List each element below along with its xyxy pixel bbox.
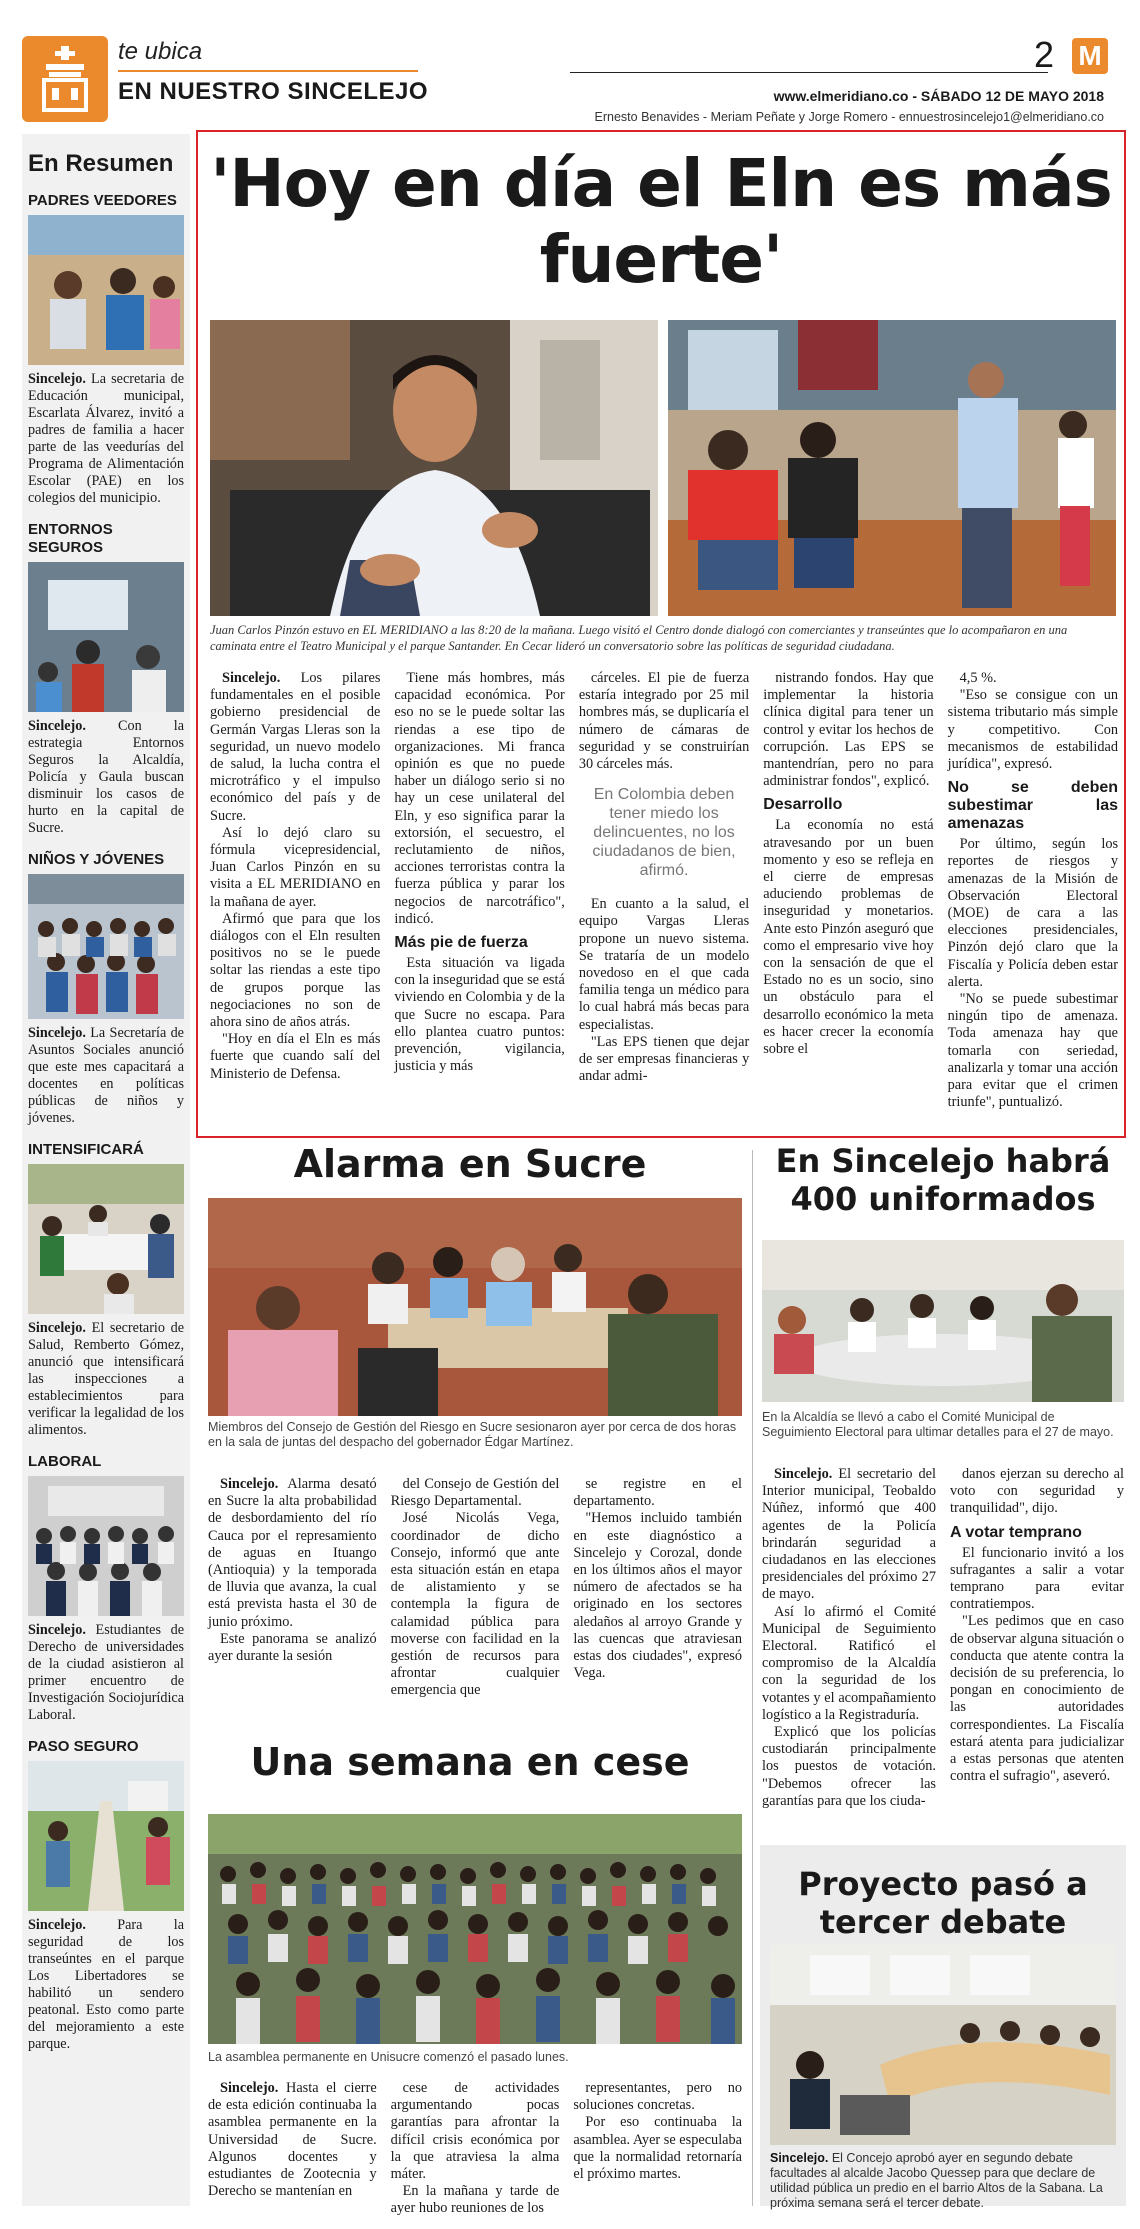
paragraph: Sincelejo. El secretario del Interior municipal, Teobaldo Núñez, informó que 400 agentes de la Policía brindarán seguridad a ciudadanos en las elecciones presidenciales del próximo 27 de mayo. xyxy=(762,1466,936,1603)
main-article-body xyxy=(210,670,1118,1130)
paragraph: Tiene más hombres, más capacidad económica. Por eso no se le puede soltar las riendas a ese tipo de organizaciones. Mi franca opinión es que no puede haber un diálogo serio si no hay un cese unilateral del Eln, y eso significa parar la extorsión, el secuestro, el reclutamiento de niños, acciones terroristas contra la fuerza pública y parar los negocios de narcotráfico", indicó. xyxy=(394,670,565,927)
paragraph: Sincelejo. Hasta el cierre de esta edición continuaba la asamblea permanente en la Universidad de Sucre. Algunos docentes y estudiantes de Zootecnia y Derecho se mantenían en xyxy=(208,2080,377,2200)
sidebar-title: En Resumen xyxy=(28,150,174,177)
alarma-photo xyxy=(208,1198,742,1416)
subheading: Más pie de fuerza xyxy=(394,934,528,952)
sidebar-item-text: Sincelejo. El secretario de Salud, Remberto Gómez, anunció que intensificará las inspecciones a establecimientos para verificar la legalidad de los alimentos. xyxy=(28,1320,184,1438)
site-date: www.elmeridiano.co - SÁBADO 12 DE MAYO 2018 xyxy=(773,88,1104,104)
main-photo-street xyxy=(668,320,1116,616)
paragraph: nistrando fondos. Hay que implementar la historia clínica digital para tener un control y evitar los hechos de corrupción. Las EPS se mantendrían, pero no para administrar fondos", explicó. xyxy=(763,670,934,790)
paragraph: José Nicolás Vega, coordinador de dicho Consejo, informó que ante esta situación están en etapa de alistamiento y se contempla la figura de calamidad pública para moverse con facilidad en la gestión de recursos para afrontar cualquier emergencia que xyxy=(390,1510,560,1699)
sidebar-item-heading: ENTORNOS SEGUROS xyxy=(28,521,113,556)
paragraph: Esta situación va ligada con la inseguridad que se está viviendo en Colombia y de la que Sucre no escapa. Para ello plantea cuatro puntos: prevención, vigilancia, justicia y más xyxy=(394,955,565,1075)
sidebar-item-text: Sincelejo. Para la seguridad de los transeúntes en el parque Los Libertadores se habilitó un sendero peatonal. Esto como parte del mejoramiento a este parque. xyxy=(28,1917,184,2052)
uniformados-photo xyxy=(762,1240,1124,1402)
sidebar-item xyxy=(28,1141,184,1439)
paragraph: Afirmó que para que los diálogos con el Eln resulten positivos no se le puede soltar las riendas a este tipo de grupos porque las negociaciones no son de ahora sino de años atrás. xyxy=(210,910,381,1031)
proyecto-caption: Sincelejo. El Concejo aprobó ayer en segundo debate facultades al alcalde Jacobo Quessep para que declare de utilidad pública un predio en el barrio Altos de la Sabana. La próxima semana será el tercer debate. xyxy=(770,2151,1103,2210)
subheading: No se deben subestimar las amenazas xyxy=(947,779,1119,833)
alarma-caption: Miembros del Consejo de Gestión del Riesgo en Sucre sesionaron ayer por cerca de dos horas en la sala de juntas del despacho del gobernador Édgar Martínez. xyxy=(208,1420,737,1449)
article-column xyxy=(210,670,380,1130)
article-column xyxy=(208,1476,377,1696)
uniformados-headline: En Sincelejo habrá 400 uniformados xyxy=(775,1142,1111,1218)
sidebar-item-heading: PASO SEGURO xyxy=(28,1738,139,1755)
cese-caption: La asamblea permanente en Unisucre comenzó el pasado lunes. xyxy=(208,2050,569,2064)
paragraph: representantes, pero no soluciones concretas. xyxy=(573,2080,743,2114)
sidebar-item xyxy=(28,192,184,507)
page-number: 2 xyxy=(1034,34,1055,75)
main-headline: 'Hoy en día el Eln es más fuerte' xyxy=(210,145,1112,298)
sidebar-item-text: Sincelejo. Estudiantes de Derecho de universidades de la ciudad asistieron al primer encuentro de Investigación Sociojurídica Laboral. xyxy=(28,1622,184,1723)
paragraph: Explicó que los policías custodiarán principalmente los puestos de votación. "Debemos ofrecer las garantías para que los ciuda- xyxy=(762,1724,936,1809)
article-column xyxy=(390,2080,560,2217)
proyecto-headline: Proyecto pasó a tercer debate xyxy=(798,1865,1088,1941)
section-kicker: te ubica xyxy=(118,38,203,65)
uniformados-body xyxy=(762,1466,1124,1838)
cese-headline: Una semana en cese xyxy=(250,1740,690,1784)
sidebar-item-text: Sincelejo. La Secretaría de Asuntos Sociales anunció que este mes capacitará a docentes en políticas públicas de niños y jóvenes. xyxy=(28,1025,184,1126)
article-column xyxy=(762,1466,936,1838)
main-photo-interview xyxy=(210,320,658,616)
proyecto-box xyxy=(760,1845,1126,2210)
section-title: EN NUESTRO SINCELEJO xyxy=(118,78,429,105)
paragraph: En la mañana y tarde de ayer hubo reuniones de los xyxy=(390,2183,560,2217)
paragraph: Así lo dejó claro su fórmula vicepresidencial, Juan Carlos Pinzón en su visita a EL MERIDIANO en la mañana de ayer. xyxy=(210,824,381,910)
article-column xyxy=(763,670,933,1130)
sidebar-photo xyxy=(28,562,184,712)
sidebar-photo xyxy=(28,1476,184,1616)
paragraph: "Eso se consigue con un sistema tributario más simple y competitivo. Con mecanismos de estabilidad jurídica", expresó. xyxy=(947,687,1119,773)
alarma-body xyxy=(208,1476,743,1699)
article-column xyxy=(390,1476,560,1699)
brand-logo: M xyxy=(1072,38,1108,74)
paragraph: "Hemos incluido también en este diagnóstico a Sincelejo y Corozal, donde en los últimos años el mayor número de afectados se ha originado en los sectores aledaños al arroyo Grande y las cuencas que atraviesan estas dos ciudades", expresó Vega. xyxy=(573,1510,743,1682)
sidebar-item-heading: LABORAL xyxy=(28,1453,102,1470)
paragraph: Este panorama se analizó ayer durante la sesión xyxy=(208,1630,377,1665)
church-icon xyxy=(22,36,108,122)
paragraph: cárceles. El pie de fuerza estaría integrado por 25 mil hombres más, se duplicaría el número de cámaras de seguridad y se construirían 30 cárceles más. xyxy=(578,670,750,773)
paragraph: Así lo afirmó el Comité Municipal de Seguimiento Electoral. Ratificó el compromiso de la Alcaldía con la seguridad de los votantes y el acompañamiento logístico a la Registraduría. xyxy=(762,1603,936,1723)
pull-quote: En Colombia deben tener miedo los delincuentes, no los ciudadanos de bien, afirmó. xyxy=(592,786,736,880)
paragraph: Por eso continuaba la asamblea. Ayer se especulaba que la normalidad retornaría el próximo martes. xyxy=(573,2114,743,2183)
sidebar-item xyxy=(28,851,184,1127)
paragraph: En cuanto a la salud, el equipo Vargas Lleras propone un nuevo sistema. Se trataría de un modelo novedoso en el que cada familia tenga un médico para lo cual habrá más becas para especialistas. xyxy=(578,896,750,1033)
main-article xyxy=(196,130,1126,1138)
main-photo-caption: Juan Carlos Pinzón estuvo en EL MERIDIANO a las 8:20 de la mañana. Luego visitó el Centro donde dialogó con comerciantes y transeúntes que lo acompañaron en una caminata entre el Teatro Municipal y el parque Santander. En Cecar lideró un conversatorio sobre las políticas de seguridad ciudadana. xyxy=(210,623,1068,653)
article-column xyxy=(394,670,564,1130)
paragraph: Por último, según los reportes de riesgos y amenazas de la Misión de Observación Electoral (MOE) de cara a las elecciones presidenciales, Pinzón dejó claro que la Fiscalía y Policía deben estar alerta. xyxy=(947,836,1119,990)
paragraph: del Consejo de Gestión del Riesgo Departamental. xyxy=(390,1476,560,1510)
kicker-rule xyxy=(118,70,418,72)
header-rule xyxy=(570,72,1048,73)
sidebar-photo xyxy=(28,1164,184,1314)
cese-body xyxy=(208,2080,743,2217)
sidebar-item-heading: INTENSIFICARÁ xyxy=(28,1141,144,1158)
subheading: Desarrollo xyxy=(763,796,843,814)
article-column xyxy=(950,1466,1124,1838)
sidebar-item-text: Sincelejo. Con la estrategia Entornos Seguros la Alcaldía, Policía y Gaula buscan disminuir los casos de hurto en la capital de Sucre. xyxy=(28,718,184,836)
paragraph: Sincelejo. Los pilares fundamentales en el posible gobierno presidencial de Germán Vargas Lleras son la seguridad, un nuevo modelo de salud, la lucha contra el microtráfico y el impulso económico del país y de Sucre. xyxy=(210,670,381,824)
sidebar-photo xyxy=(28,215,184,365)
paragraph: "Les pedimos que en caso de observar alguna situación o conducta que atente contra la decisión de su preferencia, lo pongan en conocimiento de las autoridades correspondientes. La Fiscalía estará atenta para judicializar a estas personas que atenten contra el sufragio", aseveró. xyxy=(950,1613,1124,1785)
subheading: A votar temprano xyxy=(950,1523,1082,1541)
sidebar-photo xyxy=(28,1761,184,1911)
section-icon xyxy=(22,36,108,122)
sidebar-item xyxy=(28,1738,184,2053)
paragraph: "Hoy en día el Eln es más fuerte que cuando salí del Ministerio de Defensa. xyxy=(210,1031,381,1082)
column-divider xyxy=(752,1150,753,2206)
paragraph: La economía no está atravesando por un buen momento y eso se refleja en el cierre de empresas aduciendo problemas de inseguridad y monetarios. Ante esto Pinzón aseguró que como el empresario vive hoy con la sensación de que el Estado no es un socio, sino un obstáculo para el desarrollo económico la meta es hacer crecer la economía sobre el xyxy=(763,817,934,1058)
article-column xyxy=(208,2080,377,2206)
sidebar-item xyxy=(28,521,184,837)
sidebar-summary xyxy=(22,134,190,2206)
paragraph: El funcionario invitó a los sufragantes a salir a votar temprano para evitar contratiempos. xyxy=(950,1544,1124,1613)
alarma-headline: Alarma en Sucre xyxy=(293,1142,647,1186)
paragraph: "Las EPS tienen que dejar de ser empresas financieras y andar admi- xyxy=(578,1033,750,1085)
sidebar-item-text: Sincelejo. La secretaria de Educación municipal, Escarlata Álvarez, invitó a padres de familia a hacer parte de las veedurías del Programa de Alimentación Escolar (PAE) en los colegios del municipio. xyxy=(28,371,184,506)
sidebar-photo xyxy=(28,874,184,1019)
authors-line: Ernesto Benavides - Meriam Peñate y Jorge Romero - ennuestrosincelejo1@elmeridiano.co xyxy=(594,110,1104,124)
article-column xyxy=(948,670,1118,1130)
paragraph: cese de actividades argumentando pocas garantías para afrontar la difícil crisis económica por la que atraviesa la alma máter. xyxy=(390,2080,560,2183)
sidebar-item-heading: NIÑOS Y JÓVENES xyxy=(28,851,165,868)
paragraph: "No se puede subestimar ningún tipo de amenaza. Toda amenaza hay que tomarla con seriedad, analizarla y tomar una acción para evitar que el crimen triunfe", puntualizó. xyxy=(947,991,1119,1111)
uniformados-caption: En la Alcaldía se llevó a cabo el Comité Municipal de Seguimiento Electoral para ultimar detalles para el 27 de mayo. xyxy=(762,1410,1114,1439)
paragraph: 4,5 %. xyxy=(959,670,997,686)
sidebar-item xyxy=(28,1453,184,1724)
article-column xyxy=(579,670,749,1130)
paragraph: se registre en el departamento. xyxy=(573,1476,743,1510)
proyecto-photo xyxy=(770,1945,1116,2145)
article-column xyxy=(573,1476,742,1696)
paragraph: danos ejerzan su derecho al voto con seguridad y tranquilidad", dijo. xyxy=(950,1466,1124,1517)
paragraph: Sincelejo. Alarma desató en Sucre la alta probabilidad de desbordamiento del río Cauca por el represamiento de aguas en Ituango (Antioquia) y la temporada de lluvia que avanza, la cual está prevista hasta el 30 de junio próximo. xyxy=(208,1476,377,1630)
article-column xyxy=(573,2080,742,2206)
sidebar-item-heading: PADRES VEEDORES xyxy=(28,192,177,209)
cese-photo xyxy=(208,1814,742,2044)
